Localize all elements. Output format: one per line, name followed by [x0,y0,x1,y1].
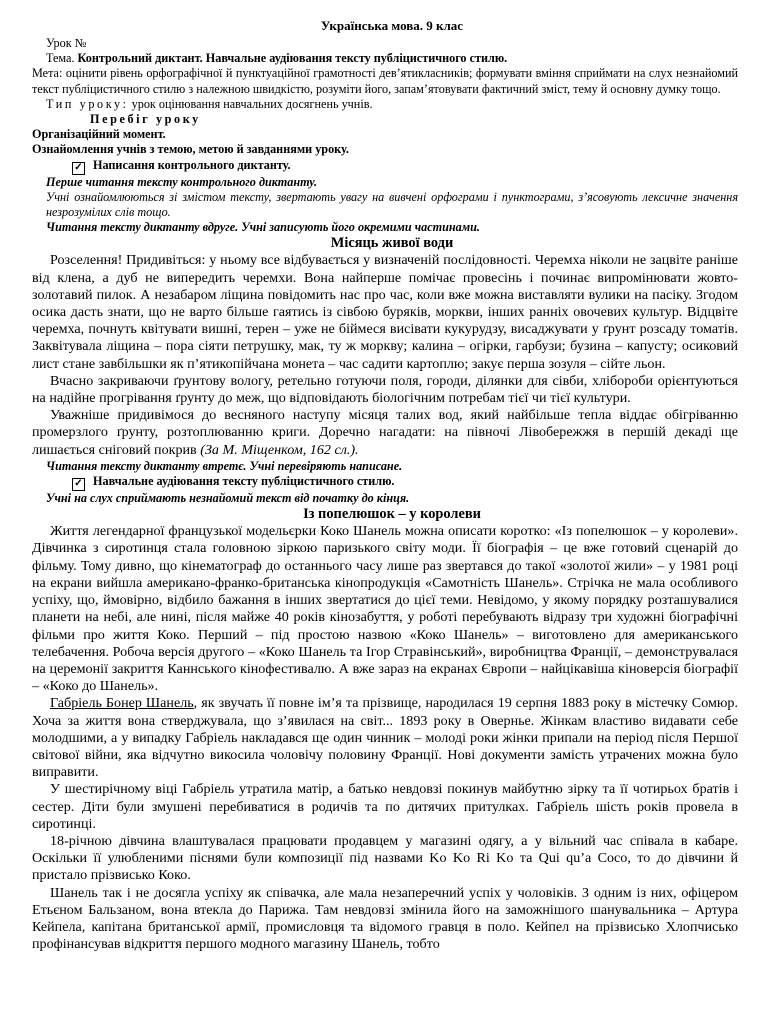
checkbox-checked-icon: ✓ [72,162,85,175]
audition-paragraph: Життя легендарної французької модельєрки Коко Шанель можна описати коротко: «Із попелюшок – у королеви». Дівчинка з сиротинця стала головною зіркою паризького світу моди. Її біографія – це вже готовий сценарій до фільму. Тому дивно, що кінематограф до останнього часу лише раз звертався до такої «золотої жили» – у 1981 році на екрани вийшла американо-франко-британська кінопродукція «Самотність Шанель». Стрічка не мала особливого успіху, що, ймовірно, відбило бажання в інших звертатися до цієї теми. Невідомо, у якому порядку розташувалися планети на небі, але нині, після майже 40 років кінозабуття, у роботі перебувають відразу три художні біографічні фільми про життя Коко. Перший – під простою назвою «Коко Шанель» – виготовлено для американського телебачення. Робоча версія другого – «Коко Шанель та Ігор Стравінський», виробництва Франції, – демонструвалася на церемонії закриття Каннського кінофестивалю. А вже зараз на екранах Європи – найцікавіша кіноверсія біографії – «Коко до Шанель». [32,523,738,695]
lesson-topic [46,51,738,66]
step-audition [46,474,738,491]
audition-paragraph [32,695,738,781]
step-dictation-label: Написання контрольного диктанту. [93,157,291,172]
lesson-number: Урок № [46,36,87,50]
audition-paragraph-text: , як звучать її повне ім’я та прізвище, народилася 19 серпня 1883 року в містечку Сомюр. Хоча за життя вона стверджувала, що з’явилася на світ... 1893 року в Овернье. Жінкам властиво видавати себе молодшими, а у випадку Габріель накладався ще один чинник – молоді роки жінки припали на період після Першої світової війни, яка відчутно викосила чоловічу половину Франції. Нові документи замість утрачених можна було виправити. [32,695,738,781]
topic-text: Контрольний диктант. Навчальне аудіювання тексту публіцистичного стилю. [77,51,508,66]
goal-text: оцінити рівень орфографічної й пунктуаційної грамотності дев’ятикласників; формувати вміння сприймати на слух незнайомий текст публіцистичного стилю з належною швидкістю, розуміти його, запам’ятовувати фактичний зміст, тему й основну думку тощо. [32,66,739,96]
lesson-type [46,97,738,112]
type-text: урок оцінювання навчальних досягнень учнів. [131,96,373,111]
audition-name: Габріель Бонер Шанель [50,695,194,712]
step-audition-label: Навчальне аудіювання тексту публіцистичного стилю. [93,474,395,489]
dictation-paragraph: Розселення! Придивіться: у ньому все відбувається у визначеній послідовності. Черемха ніколи не зацвіте раніше від клена, а дуб не випередить черемхи. Вона найперше помічає провесінь і починає випромінювати жовто-золотавий пилок. А незабаром ліщина повідомить нас про час, коли вже можна виставляти вулики на пасіку. Згодом осика дасть знати, що не варто більше гаятись із сівбою буряків, моркви, інших ранніх овочевих культур. Відцвіте черемха, почнуть квітувати вишні, терен – уже не біймеся висівати кукурудзу, висаджувати у ґрунт розсаду томатів. Заквітувала ліщина – пора сіяти петрушку, мак, ту ж моркву; калина – огірки, гарбузи; бузина – капусту; осиковий лист стане завбільшки як п’ятикопійчана монета – час садити картоплю; закує перша зозуля – сійте льон. [32,252,738,372]
dictation-text [32,252,738,458]
dictation-title: Місяць живої води [330,235,454,252]
dictation-paragraph-text: Уважніше придивімося до весняного наступу місяця талих вод, який найбільше тепла віддає обігріванню промерзлого ґрунту, розтоплюванню криги. Доречно нагадати: на півночі Лівобережжя в першій декаді ще лишається сніговий покрив [32,407,738,458]
audition-text [32,523,738,953]
step-audition-note: Учні на слух сприймають незнайомий текст від початку до кінця. [46,491,410,506]
step-first-reading: Перше читання тексту контрольного диктанту. [46,174,317,189]
lesson-header [32,36,739,235]
audition-steps [46,459,738,506]
dictation-paragraph: Вчасно закриваючи ґрунтову вологу, ретельно готуючи поля, городи, ділянки для сівби, хлібороби орієнтуються на надійне прогрівання ґрунту до меж, що відповідають біологічним потребам тієї чи тієї культури. [32,372,738,407]
audition-title: Із попелюшок – у королеви [303,506,481,523]
audition-paragraph: Шанель так і не досягла успіху як співачка, але мала незаперечний успіх у чоловіків. З одним із них, офіцером Етьєном Бальзаном, вона втекла до Парижа. Там невдовзі змінила його на заможнішого шанувальника – Артура Кейпела, капітана британської армії, промисловця та відомого гравця в поло. Кейпел на прізвисько Хлопчисько профінансував відкриття першого модного магазину Шанель, тобто [32,884,738,953]
step-org: Організаційний момент. [32,127,166,142]
step-first-reading-note: Учні ознайомлюються зі змістом тексту, звертають увагу на вивчені орфограми і пунктограми, з’ясовують лексичне значення незрозумілих слів тощо. [46,189,738,220]
type-label: Тип уроку: [46,96,129,111]
dictation-paragraph [32,407,738,459]
topic-label: Тема. [46,51,75,66]
step-third-reading: Читання тексту диктанту втретє. Учні перевіряють написане. [46,458,403,473]
lesson-goal [32,66,738,96]
audition-paragraph: У шестирічному віці Габріель утратила матір, а батько невдовзі покинув майбутню зірку та її чотирьох братів і сестер. Діти були змушені перебиватися в родичів та по дитячих притулках. Габріель шість років провела в сиротинці. [32,781,738,832]
goal-label: Мета: [32,66,63,81]
checkbox-checked-icon: ✓ [72,478,85,491]
step-second-reading: Читання тексту диктанту вдруге. Учні записують його окремими частинами. [46,220,480,235]
step-dictation [46,158,738,175]
step-intro: Ознайомлення учнів з темою, метою й завданнями уроку. [32,142,349,157]
dictation-source: (За М. Міщенком, 162 сл.). [200,441,359,458]
audition-paragraph: 18-річною дівчина влаштувалася працювати продавцем у магазині одягу, а у вільний час співала в кабаре. Оскільки її улюбленими піснями були композиції під назвами Ko Ko Ri Ko та Qui qu’a Coco, то до дівчини й пристало прізвисько Коко. [32,832,738,884]
document-title: Українська мова. 9 клас [320,18,464,33]
course-label: Перебіг уроку [90,112,201,127]
